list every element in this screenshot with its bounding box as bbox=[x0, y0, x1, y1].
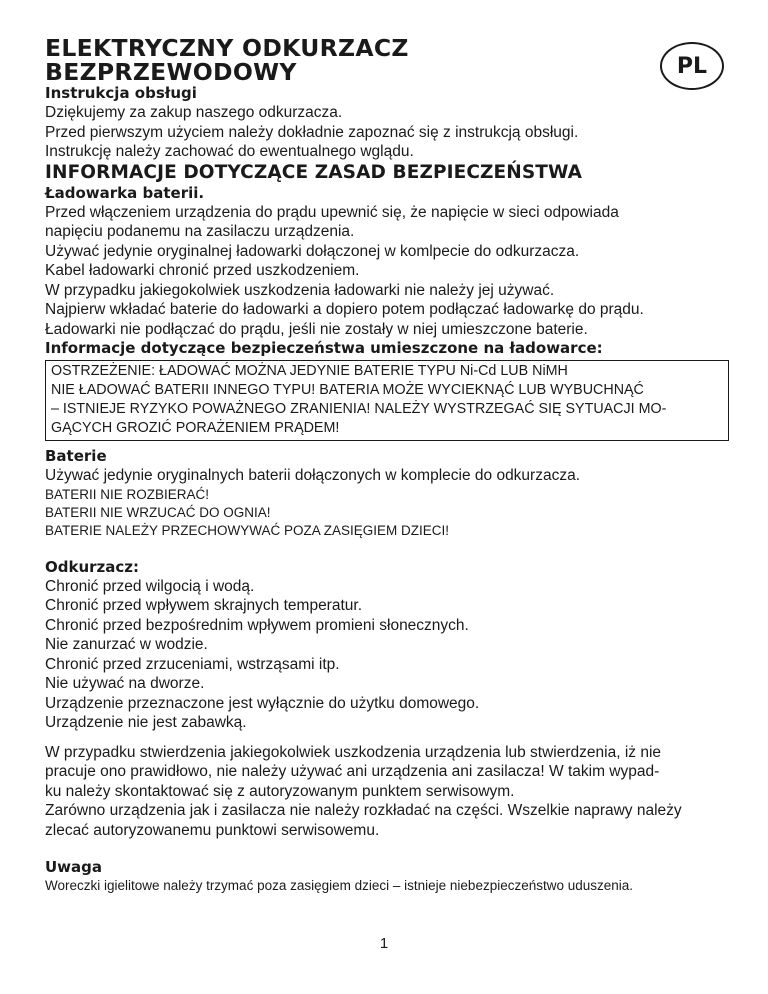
charger-heading: Ładowarka baterii. bbox=[45, 183, 205, 202]
intro-line: Instrukcję należy zachować do ewentualnego wglądu. bbox=[45, 143, 414, 160]
vacuum-line: Urządzenie przeznaczone jest wyłącznie do użytku domowego. bbox=[45, 694, 480, 712]
vacuum-line: Urządzenie nie jest zabawką. bbox=[45, 714, 247, 731]
batteries-line: BATERII NIE ROZBIERAĆ! bbox=[45, 486, 210, 502]
charger-line: napięciu podanemu na zasilaczu urządzenia. bbox=[45, 223, 355, 240]
note-line: Woreczki igielitowe należy trzymać poza zasięgiem dzieci – istnieje niebezpieczeństwo uduszenia. bbox=[45, 878, 634, 893]
charger-line: Używać jedynie oryginalnej ładowarki dołączonej w komlpecie do odkurzacza. bbox=[45, 242, 580, 260]
manual-page bbox=[45, 36, 735, 895]
intro-line: Dziękujemy za zakup naszego odkurzacza. bbox=[45, 104, 343, 121]
vacuum-line: Chronić przed bezpośrednim wpływem promieni słonecznych. bbox=[45, 616, 469, 634]
title-line-2: BEZPRZEWODOWY bbox=[45, 58, 297, 86]
batteries-line: Używać jedynie oryginalnych baterii dołączonych w komplecie do odkurzacza. bbox=[45, 467, 581, 484]
charger-section bbox=[45, 203, 735, 340]
document-title bbox=[45, 36, 735, 84]
vacuum-line: Chronić przed zrzuceniami, wstrząsami itp. bbox=[45, 655, 340, 673]
vacuum-line: Nie zanurzać w wodzie. bbox=[45, 636, 208, 653]
title-line-1: ELEKTRYCZNY ODKURZACZ bbox=[45, 34, 409, 62]
damage-section bbox=[45, 743, 735, 841]
warning-line: – ISTNIEJE RYZYKO POWAŻNEGO ZRANIENIA! NALEŻY WYSTRZEGAĆ SIĘ SYTUACJI MO- bbox=[51, 401, 667, 417]
warning-box bbox=[45, 360, 729, 441]
vacuum-line: Chronić przed wilgocią i wodą. bbox=[45, 577, 255, 595]
vacuum-heading: Odkurzacz: bbox=[45, 557, 140, 576]
page-number: 1 bbox=[379, 935, 389, 952]
intro-line: Przed pierwszym użyciem należy dokładnie zapoznać się z instrukcją obsługi. bbox=[45, 123, 579, 141]
warning-line: GĄCYCH GROZIĆ PORAŻENIEM PRĄDEM! bbox=[51, 420, 340, 436]
charger-info-heading: Informacje dotyczące bezpieczeństwa umieszczone na ładowarce: bbox=[45, 339, 603, 357]
damage-line: zlecać autoryzowanemu punktowi serwisowemu. bbox=[45, 821, 380, 839]
damage-line: pracuje ono prawidłowo, nie należy używać ani urządzenia ani zasilacza! W takim wypad- bbox=[45, 763, 660, 780]
batteries-heading: Baterie bbox=[45, 447, 107, 465]
damage-line: W przypadku stwierdzenia jakiegokolwiek uszkodzenia urządzenia lub stwierdzenia, iż nie bbox=[45, 743, 662, 761]
vacuum-section bbox=[45, 577, 735, 733]
charger-line: Kabel ładowarki chronić przed uszkodzeniem. bbox=[45, 262, 360, 279]
charger-line: W przypadku jakiegokolwiek uszkodzenia ładowarki nie należy jej używać. bbox=[45, 281, 555, 299]
batteries-section bbox=[45, 466, 735, 540]
batteries-line: BATERII NIE WRZUCAĆ DO OGNIA! bbox=[45, 504, 271, 520]
batteries-line: BATERIE NALEŻY PRZECHOWYWAĆ POZA ZASIĘGIEM DZIECI! bbox=[45, 522, 450, 538]
warning-line: OSTRZEŻENIE: ŁADOWAĆ MOŻNA JEDYNIE BATERIE TYPU Ni-Cd LUB NiMH bbox=[51, 363, 568, 379]
warning-line: NIE ŁADOWAĆ BATERII INNEGO TYPU! BATERIA MOŻE WYCIEKNĄĆ LUB WYBUCHNĄĆ bbox=[51, 382, 644, 398]
damage-line: ku należy skontaktować się z autoryzowanym punktem serwisowym. bbox=[45, 782, 515, 800]
vacuum-line: Chronić przed wpływem skrajnych temperatur. bbox=[45, 597, 363, 614]
charger-line: Przed włączeniem urządzenia do prądu upewnić się, że napięcie w sieci odpowiada bbox=[45, 203, 619, 221]
vacuum-line: Nie używać na dworze. bbox=[45, 675, 205, 692]
damage-line: Zarówno urządzenia jak i zasilacza nie należy rozkładać na części. Wszelkie naprawy należy bbox=[45, 802, 682, 819]
charger-line: Ładowarki nie podłączać do prądu, jeśli nie zostały w niej umieszczone baterie. bbox=[45, 320, 588, 338]
note-heading: Uwaga bbox=[45, 858, 103, 876]
intro-heading: Instrukcja obsługi bbox=[45, 84, 197, 102]
safety-heading: INFORMACJE DOTYCZĄCE ZASAD BEZPIECZEŃSTWA bbox=[45, 161, 583, 183]
intro-section bbox=[45, 103, 735, 162]
charger-line: Najpierw wkładać baterie do ładowarki a dopiero potem podłączać ładowarkę do prądu. bbox=[45, 301, 644, 318]
language-badge: PL bbox=[660, 42, 724, 90]
